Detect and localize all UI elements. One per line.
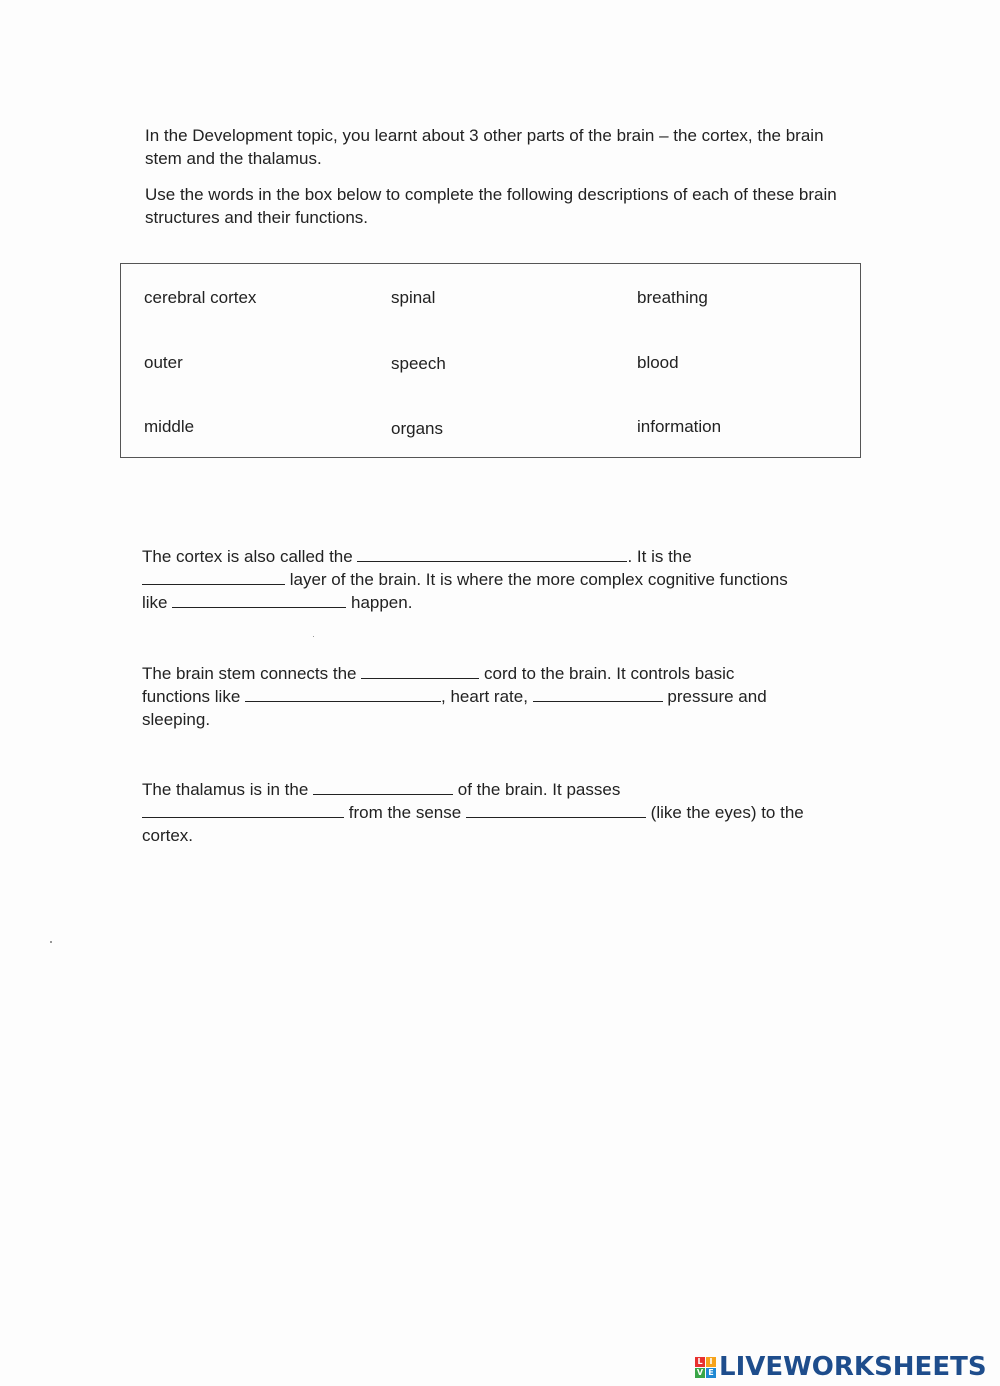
- word-bank-item: outer: [144, 353, 183, 372]
- word-bank-item: middle: [144, 417, 195, 436]
- word-bank-item: breathing: [637, 288, 708, 307]
- cortex-text-1a: The cortex is also called the: [142, 547, 353, 566]
- brain-stem-text-3: sleeping.: [142, 710, 211, 729]
- cortex-blank-3[interactable]: [172, 593, 346, 608]
- scan-speck: [313, 636, 314, 637]
- cortex-text-2: layer of the brain. It is where the more complex cognitive functions: [289, 570, 788, 589]
- thalamus-text-2a: from the sense: [348, 803, 462, 822]
- brain-stem-text-1b: cord to the brain. It controls basic: [483, 664, 735, 683]
- brain-stem-text-1a: The brain stem connects the: [142, 664, 357, 683]
- word-bank-item: blood: [637, 353, 679, 372]
- thalamus-text-1a: The thalamus is in the: [142, 780, 309, 799]
- word-bank-item: organs: [391, 419, 443, 438]
- cortex-blank-2[interactable]: [142, 570, 285, 585]
- intro-paragraph-1: In the Development topic, you learnt about 3 other parts of the brain – the cortex, the brain stem and the thalamus.: [145, 126, 824, 168]
- thalamus-text-3: cortex.: [142, 826, 194, 845]
- liveworksheets-wordmark: LIVEWORKSHEETS: [719, 1352, 987, 1382]
- thalamus-text-1b: of the brain. It passes: [457, 780, 621, 799]
- scan-speck: [50, 941, 52, 943]
- word-bank-item: speech: [391, 354, 446, 373]
- thalamus-blank-1[interactable]: [313, 780, 453, 795]
- brain-stem-blank-3[interactable]: [533, 687, 663, 702]
- brain-stem-text-2a: functions like: [142, 687, 241, 706]
- brain-stem-text-2b: , heart rate,: [441, 687, 528, 706]
- word-bank-box: [120, 263, 861, 458]
- word-bank-item: cerebral cortex: [144, 288, 257, 307]
- thalamus-blank-3[interactable]: [466, 803, 646, 818]
- cortex-text-3a: like: [142, 593, 168, 612]
- intro-paragraph-2: Use the words in the box below to complete the following descriptions of each of these brain structures and their functions.: [145, 185, 837, 227]
- brain-stem-text-2c: pressure and: [667, 687, 767, 706]
- brain-stem-blank-2[interactable]: [245, 687, 441, 702]
- liveworksheets-logo-icon: L I V E: [695, 1357, 716, 1378]
- word-bank-item: spinal: [391, 288, 436, 307]
- cortex-blank-1[interactable]: [357, 547, 627, 562]
- cortex-text-3b: happen.: [350, 593, 413, 612]
- liveworksheets-watermark: [695, 1352, 987, 1382]
- cortex-text-1b: . It is the: [627, 547, 692, 566]
- thalamus-text-2b: (like the eyes) to the: [650, 803, 804, 822]
- word-bank-item: information: [637, 417, 722, 436]
- brain-stem-blank-1[interactable]: [361, 664, 479, 679]
- thalamus-blank-2[interactable]: [142, 803, 344, 818]
